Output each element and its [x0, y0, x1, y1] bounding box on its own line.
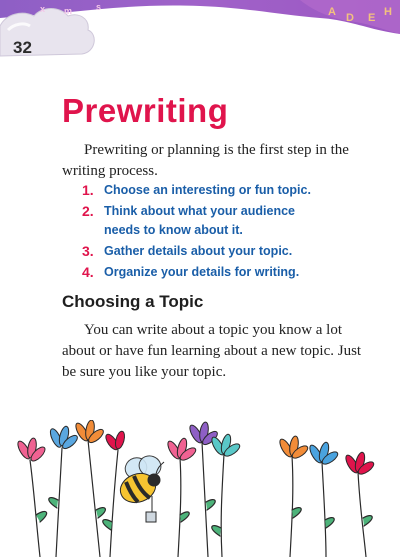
flower-pink — [16, 437, 48, 463]
body-paragraph: You can write about a topic you know a lot about or have fun learning about a new topic. Just be sure you like your topic. — [62, 322, 362, 380]
step-text: Gather details about your topic. — [104, 244, 293, 258]
step-text: Organize your details for writing. — [104, 265, 300, 279]
list-item — [82, 181, 382, 200]
header-banner — [0, 0, 400, 70]
step-number: 1. — [82, 182, 94, 198]
step-text: Choose an interesting or fun topic. — [104, 183, 311, 197]
banner-letter-h: H — [384, 6, 392, 18]
bee-icon — [116, 453, 164, 522]
page-number: 32 — [13, 38, 32, 57]
step-number: 2. — [82, 203, 94, 219]
banner-letter-d: D — [346, 12, 354, 24]
steps-list — [82, 181, 382, 284]
flowers-illustration — [0, 420, 400, 557]
banner-letter-x: x — [40, 4, 46, 14]
step-number: 3. — [82, 243, 94, 259]
banner-letter-a: A — [328, 6, 336, 18]
list-item — [82, 202, 382, 240]
banner-letter-m: m — [64, 6, 73, 16]
list-item — [82, 242, 382, 261]
step-text: Think about what your audience needs to know about it. — [104, 204, 295, 237]
list-item — [82, 263, 382, 282]
banner-letter-s: s — [96, 2, 102, 12]
intro-paragraph: Prewriting or planning is the first step in the writing process. — [62, 142, 349, 179]
step-number: 4. — [82, 264, 94, 280]
banner-letter-e: E — [368, 12, 376, 24]
page-title: Prewriting — [62, 92, 229, 129]
section-heading: Choosing a Topic — [62, 292, 204, 311]
